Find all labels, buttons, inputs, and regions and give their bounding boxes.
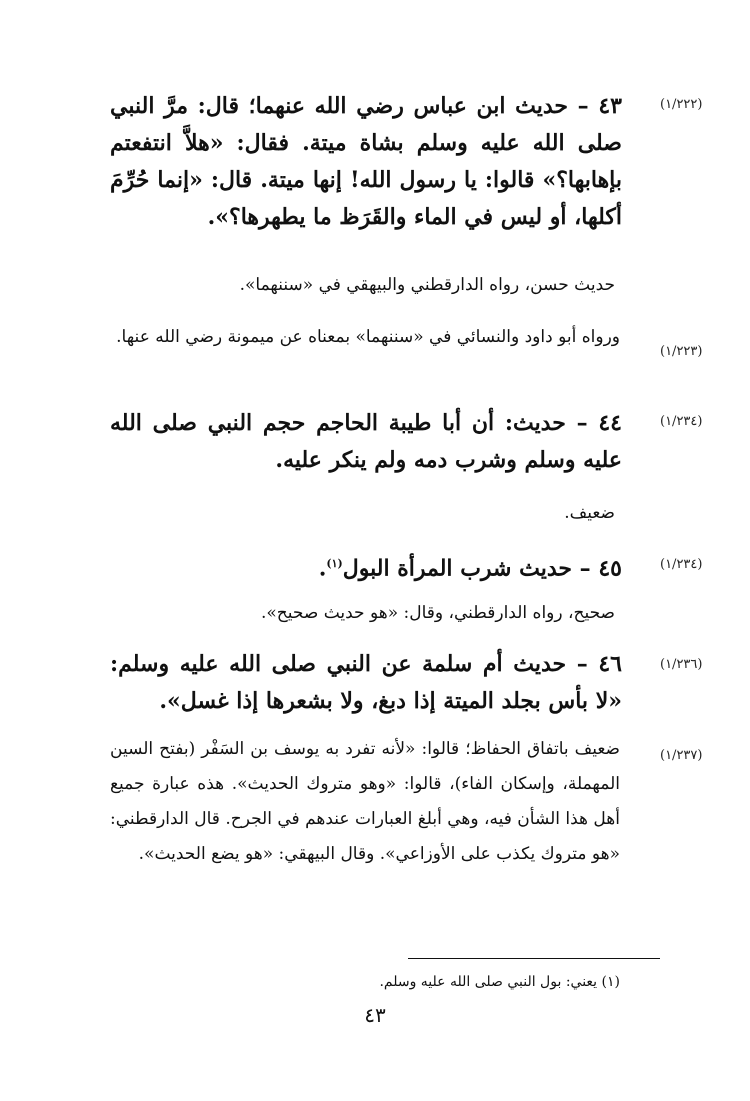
hadith-number: ٤٤ — [598, 410, 622, 436]
page-number: ٤٣ — [364, 1003, 386, 1027]
hadith-grading: ضعيف. — [564, 503, 615, 523]
volume-page-reference: (١/٢٣٤) — [660, 414, 703, 429]
hadith-number: ٤٥ — [598, 555, 622, 582]
hadith-text-tail: . — [318, 555, 327, 582]
hadith-number: ٤٣ — [598, 93, 622, 119]
hadith-text: – حديث أم سلمة عن النبي صلى الله عليه وسلم: «لا بأس بجلد الميتة إذا دبغ، ولا بشعرها إذا غسل». — [110, 651, 622, 714]
volume-page-reference: (١/٢٣٦) — [660, 657, 703, 672]
volume-page-reference: (١/٢٣٤) — [660, 557, 703, 572]
hadith-number: ٤٦ — [598, 651, 622, 677]
volume-page-reference: (١/٢٢٢) — [660, 97, 703, 112]
volume-page-reference: (١/٢٢٣) — [660, 344, 703, 359]
volume-page-reference: (١/٢٣٧) — [660, 748, 703, 763]
hadith-45 — [110, 545, 622, 587]
hadith-44 — [110, 405, 622, 479]
hadith-text: – حديث شرب المرأة البول — [342, 555, 591, 582]
commentary-paragraph: ورواه أبو داود والنسائي في «سننهما» بمعناه عن ميمونة رضي الله عنها. — [116, 327, 620, 347]
hadith-text: – حديث ابن عباس رضي الله عنهما؛ قال: مرَّ النبي صلى الله عليه وسلم بشاة ميتة. فقال: «هلاَّ انتفعتم بإهابها؟» قالوا: يا رسول الله! إنها ميتة. قال: «إنما حُرِّمَ أكلها، أو ليس في الماء والقَرَظ ما يطهرها؟». — [110, 93, 622, 230]
footnote: (١) يعني: بول النبي صلى الله عليه وسلم. — [379, 974, 620, 990]
hadith-text: – حديث: أن أبا طيبة الحاجم حجم النبي صلى الله عليه وسلم وشرب دمه ولم ينكر عليه. — [110, 410, 622, 473]
hadith-46 — [110, 646, 622, 720]
hadith-43 — [110, 88, 622, 236]
commentary-paragraph: ضعيف باتفاق الحفاظ؛ قالوا: «لأنه تفرد به يوسف بن السَفْر (بفتح السين المهملة، وإسكان الفاء)، قالوا: «وهو متروك الحديث». هذه عبارة جميع أهل هذا الشأن فيه، وهي أبلغ العبارات عندهم في الجرح. قال الدارقطني: «هو متروك يكذب على الأوزاعي». وقال البيهقي: «هو يضع الحديث». — [110, 739, 620, 864]
footnote-separator — [408, 958, 660, 959]
hadith-grading: صحيح، رواه الدارقطني، وقال: «هو حديث صحيح». — [260, 603, 615, 623]
footnote-marker: (١) — [326, 557, 343, 570]
hadith-grading: حديث حسن، رواه الدارقطني والبيهقي في «سننهما». — [239, 275, 615, 295]
